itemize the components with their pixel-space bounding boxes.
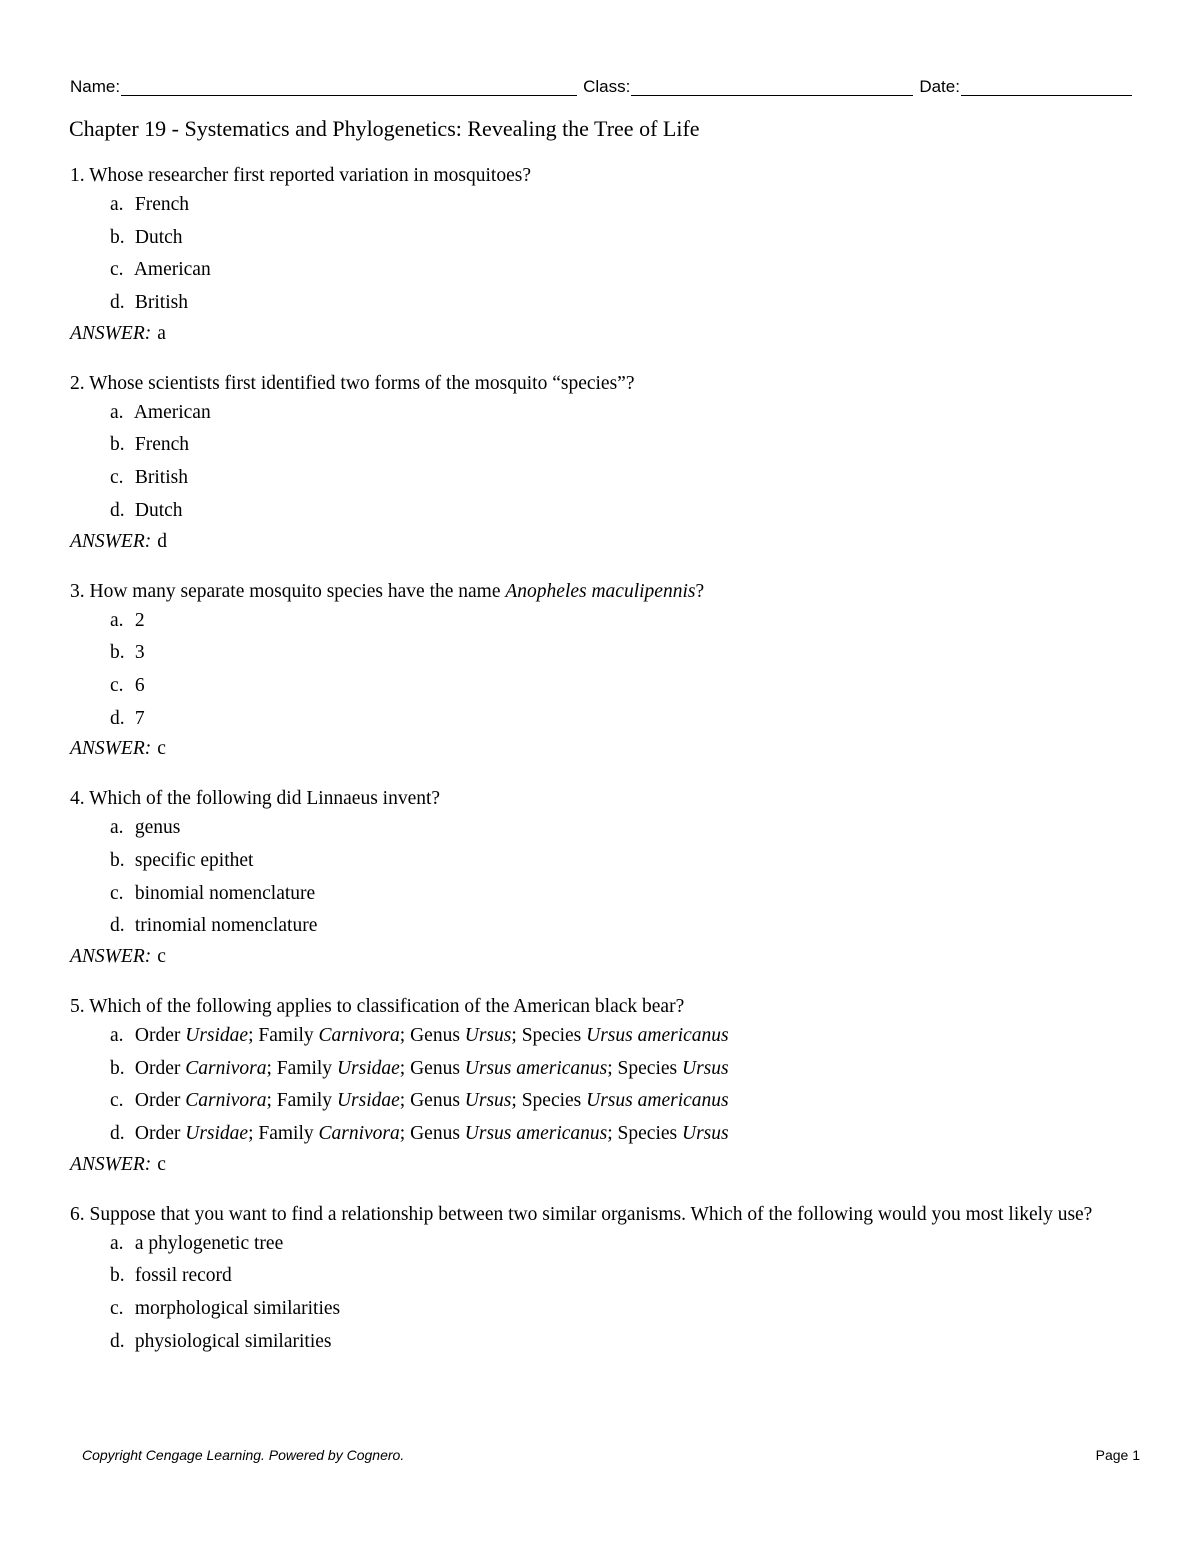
option-text: physiological similarities — [134, 1330, 332, 1352]
question-block — [70, 162, 1132, 348]
option-letter: c. — [110, 1090, 124, 1112]
answer-option[interactable] — [70, 254, 1132, 287]
option-letter: a. — [110, 1232, 124, 1254]
option-letter: b. — [110, 849, 125, 871]
answer-option[interactable] — [70, 495, 1132, 528]
option-letter: a. — [110, 194, 124, 215]
answer-option[interactable]: d. Order Ursidae; Family Carnivora; Genus Ursus americanus; Species Ursus — [70, 1118, 1132, 1151]
option-text: genus — [134, 817, 181, 839]
option-text: a phylogenetic tree — [134, 1232, 284, 1254]
name-label: Name: — [70, 77, 121, 96]
option-text: 6 — [134, 674, 145, 696]
taxon-name: Ursus — [464, 1090, 512, 1112]
taxon-rank-label: Order — [134, 1025, 181, 1046]
taxon-rank-label: Genus — [410, 1123, 460, 1145]
date-field-line[interactable] — [961, 78, 1132, 96]
option-letter: a. — [110, 401, 124, 423]
taxon-name: Ursidae — [185, 1123, 249, 1145]
answer-option[interactable] — [70, 397, 1132, 430]
answer-option[interactable]: c. Order Carnivora; Family Ursidae; Genus Ursus; Species Ursus americanus — [70, 1085, 1132, 1118]
question-text-italic: Anopheles maculipennis — [505, 580, 696, 602]
option-list — [70, 189, 1132, 320]
question-text: 6. Suppose that you want to find a relationship between two similar organisms. Which of the following would you most likely use? — [70, 1203, 1093, 1225]
question-text: 2. Whose scientists first identified two forms of the mosquito “species”? — [70, 372, 635, 394]
question-text: 4. Which of the following did Linnaeus invent? — [70, 788, 441, 810]
class-field-line[interactable] — [631, 78, 913, 96]
taxon-rank-label: Family — [258, 1025, 314, 1046]
option-text: British — [134, 292, 188, 314]
question-text-end: ? — [695, 580, 705, 602]
answer-option[interactable] — [70, 287, 1132, 320]
answer-label: ANSWER: — [70, 738, 152, 760]
taxon-name: Ursidae — [336, 1090, 400, 1112]
option-letter: a. — [110, 817, 124, 839]
option-text: 2 — [134, 609, 145, 631]
student-info-header — [70, 72, 1132, 96]
taxon-name: Ursus — [682, 1057, 729, 1079]
chapter-title: Chapter 19 - Systematics and Phylogenetics: Revealing the Tree of Life — [69, 116, 700, 141]
option-letter: d. — [110, 915, 125, 937]
option-text: American — [133, 401, 211, 423]
option-text: 3 — [134, 642, 145, 664]
option-letter: c. — [110, 674, 124, 696]
taxon-rank-label: Species — [521, 1025, 582, 1046]
option-text: Dutch — [134, 499, 183, 521]
answer-option[interactable] — [70, 462, 1132, 495]
question-list — [70, 162, 1132, 1381]
taxon-rank-label: Species — [521, 1090, 582, 1112]
option-letter: b. — [110, 1057, 125, 1079]
option-letter: b. — [110, 434, 125, 456]
question-block — [70, 1201, 1132, 1359]
taxon-rank-label: Order — [134, 1123, 181, 1145]
answer-value: d — [157, 530, 167, 552]
page-number: Page 1 — [1095, 1447, 1140, 1463]
option-letter: b. — [110, 642, 125, 664]
taxon-name: Ursidae — [185, 1025, 249, 1046]
taxon-rank-label: Order — [134, 1090, 181, 1112]
question-stem — [70, 785, 1132, 812]
option-letter: a. — [110, 1025, 124, 1046]
option-list — [70, 1020, 1132, 1151]
answer-option[interactable] — [70, 1228, 1132, 1261]
copyright-text: Copyright Cengage Learning. Powered by Cognero. — [82, 1447, 405, 1463]
answer-label: ANSWER: — [70, 530, 152, 552]
answer-option[interactable] — [70, 910, 1132, 943]
option-text: trinomial nomenclature — [134, 915, 318, 937]
taxon-name: Ursus — [464, 1025, 512, 1046]
answer-key — [70, 320, 1132, 348]
answer-option[interactable] — [70, 1326, 1132, 1359]
taxon-rank-label: Genus — [410, 1090, 460, 1112]
question-block — [70, 993, 1132, 1179]
option-letter: c. — [110, 259, 124, 281]
question-stem — [70, 370, 1132, 397]
answer-option[interactable] — [70, 605, 1132, 638]
question-stem — [70, 1201, 1132, 1228]
taxon-rank-label: Family — [276, 1057, 333, 1079]
taxon-rank-label: Family — [276, 1090, 333, 1112]
taxon-name: Ursidae — [336, 1057, 400, 1079]
answer-option[interactable] — [70, 1293, 1132, 1326]
option-list — [70, 812, 1132, 943]
answer-label: ANSWER: — [70, 946, 152, 967]
taxon-name: Carnivora — [318, 1025, 400, 1046]
taxon-rank-label: Species — [617, 1123, 678, 1145]
question-block — [70, 578, 1132, 764]
option-letter: d. — [110, 1330, 125, 1352]
class-label: Class: — [583, 77, 631, 96]
option-text: 7 — [134, 707, 145, 729]
answer-label: ANSWER: — [70, 1153, 152, 1175]
option-letter: d. — [110, 707, 125, 729]
answer-option[interactable] — [70, 637, 1132, 670]
answer-option[interactable]: a. Order Ursidae; Family Carnivora; Genus Ursus; Species Ursus americanus — [70, 1020, 1132, 1053]
question-stem — [70, 993, 1132, 1020]
option-text: American — [133, 259, 211, 281]
option-letter: c. — [110, 467, 124, 489]
option-text: Dutch — [134, 226, 183, 248]
option-letter: c. — [110, 882, 124, 904]
option-letter: a. — [110, 609, 124, 631]
taxon-name: Carnivora — [185, 1057, 267, 1079]
question-text: 5. Which of the following applies to classification of the American black bear? — [70, 996, 685, 1017]
option-list — [70, 397, 1132, 528]
taxon-name: Ursus americanus — [586, 1025, 729, 1046]
question-block — [70, 370, 1132, 556]
answer-option[interactable] — [70, 845, 1132, 878]
answer-value: a — [157, 322, 166, 344]
option-letter: b. — [110, 226, 125, 248]
answer-value: c — [157, 1153, 166, 1175]
taxon-name: Ursus — [682, 1123, 729, 1145]
taxon-rank-label: Order — [134, 1057, 181, 1079]
taxon-rank-label: Species — [617, 1057, 678, 1079]
answer-key — [70, 528, 1132, 556]
option-text: fossil record — [134, 1265, 232, 1287]
question-stem — [70, 162, 1132, 189]
question-text: 1. Whose researcher first reported variation in mosquitoes? — [70, 165, 531, 186]
option-text: British — [134, 467, 188, 489]
answer-option[interactable] — [70, 1260, 1132, 1293]
taxon-name: Ursus americanus — [464, 1123, 608, 1145]
question-text: 3. How many separate mosquito species have the name — [70, 580, 506, 602]
option-letter: c. — [110, 1298, 124, 1320]
option-text: binomial nomenclature — [134, 882, 316, 904]
option-text: morphological similarities — [134, 1298, 341, 1320]
name-field-line[interactable] — [121, 78, 577, 96]
answer-value: c — [157, 946, 166, 967]
answer-option[interactable]: b. Order Carnivora; Family Ursidae; Genus Ursus americanus; Species Ursus — [70, 1053, 1132, 1086]
taxon-rank-label: Genus — [410, 1025, 460, 1046]
answer-key — [70, 1151, 1132, 1179]
answer-option[interactable] — [70, 222, 1132, 255]
answer-option[interactable] — [70, 429, 1132, 462]
option-letter: d. — [110, 499, 125, 521]
taxon-rank-label: Genus — [410, 1057, 460, 1079]
option-list — [70, 1228, 1132, 1359]
taxon-name: Ursus americanus — [464, 1057, 608, 1079]
answer-option[interactable] — [70, 812, 1132, 845]
option-text: specific epithet — [134, 849, 254, 871]
taxon-name: Ursus americanus — [586, 1090, 729, 1112]
answer-option[interactable] — [70, 670, 1132, 703]
answer-key — [70, 735, 1132, 763]
answer-label: ANSWER: — [70, 322, 152, 344]
answer-value: c — [157, 738, 166, 760]
taxon-name: Carnivora — [185, 1090, 267, 1112]
question-stem — [70, 578, 1132, 605]
date-label: Date: — [919, 77, 960, 96]
option-letter: b. — [110, 1265, 125, 1287]
page-footer — [82, 1447, 1140, 1463]
option-text: French — [134, 194, 190, 215]
answer-option[interactable] — [70, 703, 1132, 736]
option-letter: d. — [110, 1123, 125, 1145]
option-list — [70, 605, 1132, 736]
taxon-rank-label: Family — [258, 1123, 314, 1145]
taxon-name: Carnivora — [318, 1123, 400, 1145]
option-text: French — [134, 434, 190, 456]
answer-option[interactable] — [70, 878, 1132, 911]
option-letter: d. — [110, 292, 125, 314]
answer-key — [70, 943, 1132, 971]
answer-option[interactable] — [70, 189, 1132, 222]
question-block — [70, 785, 1132, 971]
